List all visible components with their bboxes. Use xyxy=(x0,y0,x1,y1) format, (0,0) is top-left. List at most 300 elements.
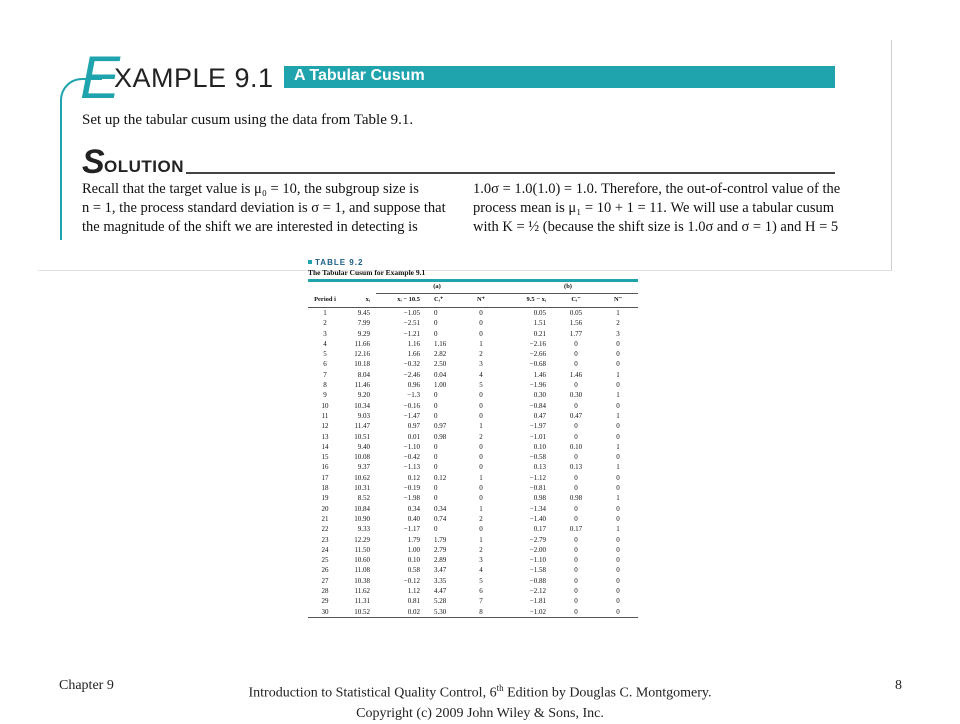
table-row xyxy=(308,607,638,618)
table-cell: 10.90 xyxy=(354,514,370,523)
table-cell: 0 xyxy=(574,514,578,523)
table-cell: −0.42 xyxy=(403,453,420,462)
table-cell: 0 xyxy=(479,319,483,328)
table-cell: 5 xyxy=(323,350,327,359)
table-row xyxy=(308,565,638,575)
table-cell: −0.16 xyxy=(403,401,420,410)
table-cell: 10.18 xyxy=(354,360,370,369)
table-cell: 1.66 xyxy=(407,350,420,359)
table-cell: 0 xyxy=(434,309,438,317)
column-header: xᵢ xyxy=(342,294,376,308)
table-row xyxy=(308,370,638,380)
table-cell: 0 xyxy=(479,401,483,410)
table-body xyxy=(308,308,638,618)
column-header: Cᵢ⁻ xyxy=(554,294,598,308)
table-cell: 11.50 xyxy=(354,545,370,554)
table-cell: −2.66 xyxy=(529,350,546,359)
table-row xyxy=(308,493,638,503)
column-header: N⁻ xyxy=(598,294,638,308)
group-a-label: (a) xyxy=(376,282,498,294)
table-row xyxy=(308,504,638,514)
table-cell: 4 xyxy=(323,339,327,348)
table-cell: 1.77 xyxy=(569,329,583,338)
table-cell: 5 xyxy=(479,381,483,390)
solution-rule xyxy=(186,172,835,174)
table-cell: 1.46 xyxy=(533,370,546,379)
table-cell: 1 xyxy=(616,370,620,379)
table-cell: 9.37 xyxy=(357,463,370,472)
table-cell: 0 xyxy=(616,566,620,575)
table-cell: 1 xyxy=(616,411,620,420)
table-cell: 0 xyxy=(434,484,438,493)
solution-line: process mean is μ₁ = 10 + 1 = 11. We will use a tabular cusum xyxy=(473,200,835,216)
column-header: N⁺ xyxy=(464,294,498,308)
table-row xyxy=(308,586,638,596)
table-cell: 0 xyxy=(616,545,620,554)
table-cell: 0 xyxy=(616,473,620,482)
table-cell: 0 xyxy=(479,453,483,462)
table-row xyxy=(308,555,638,565)
table-cell: 12.29 xyxy=(354,535,370,544)
table-cell: 0.13 xyxy=(533,463,546,472)
table-row xyxy=(308,401,638,411)
table-cell: 0 xyxy=(434,525,438,534)
table-cell: 0.04 xyxy=(434,370,447,379)
table-cell: 0.30 xyxy=(533,391,546,400)
table-cell: 0.40 xyxy=(407,514,420,523)
table-cell: 0 xyxy=(574,545,578,554)
table-cell: 9.40 xyxy=(357,442,370,451)
table-cell: 0 xyxy=(434,391,438,400)
table-cell: 0.02 xyxy=(376,607,428,618)
table-row xyxy=(308,349,638,359)
table-cell: 15 xyxy=(321,453,329,462)
table-cell: 1.12 xyxy=(407,587,420,596)
table-cell: 1.00 xyxy=(407,545,420,554)
table-caption: The Tabular Cusum for Example 9.1 xyxy=(308,268,426,277)
table-cell: 0.96 xyxy=(407,381,420,390)
table-cell: 4 xyxy=(479,370,483,379)
table-cell: −2.16 xyxy=(529,339,546,348)
table-cell: −1.47 xyxy=(403,411,420,420)
table-cell: 0 xyxy=(616,432,620,441)
table-cell: 0 xyxy=(616,556,620,565)
table-cell: −2.51 xyxy=(403,319,420,328)
table-cell: 0.58 xyxy=(407,566,420,575)
table-cell: 11.47 xyxy=(354,422,370,431)
table-cell: 0 xyxy=(434,319,438,328)
table-cell: −1.58 xyxy=(529,566,546,575)
table-row xyxy=(308,514,638,524)
table-cell: 2 xyxy=(479,432,483,441)
footer-citation xyxy=(0,678,960,724)
column-header: 9.5 − xᵢ xyxy=(498,294,554,308)
table-cell: −2.00 xyxy=(529,545,546,554)
table-cell: 0 xyxy=(574,576,578,585)
table-cell: 0 xyxy=(574,587,578,596)
table-cell: 1 xyxy=(479,473,483,482)
table-cell: 0.10 xyxy=(407,556,420,565)
footer-chapter: Chapter 9 xyxy=(59,678,114,693)
table-cell: 13 xyxy=(321,432,329,441)
table-cell: 10.51 xyxy=(354,432,370,441)
table-cell: 0 xyxy=(616,453,620,462)
table-cell: 0 xyxy=(434,453,438,462)
table-cell: 0 xyxy=(574,535,578,544)
solution-text-right xyxy=(473,180,841,237)
table-cell: 16 xyxy=(321,463,329,472)
table-cell: 0 xyxy=(479,411,483,420)
table-cell: −0.88 xyxy=(529,576,546,585)
table-cell: 0 xyxy=(616,422,620,431)
table-row xyxy=(308,308,638,319)
table-cell: 3.35 xyxy=(434,576,447,585)
table-cell: 1 xyxy=(616,309,620,317)
table-row xyxy=(308,452,638,462)
example-title: A Tabular Cusum xyxy=(294,67,425,84)
table-cell: 0 xyxy=(574,422,578,431)
table-cell: 0.13 xyxy=(569,463,583,472)
table-cell: 6 xyxy=(479,587,483,596)
table-cell: 11.62 xyxy=(354,587,370,596)
table-cell: 0.17 xyxy=(533,525,546,534)
footer-copyright: Copyright (c) 2009 John Wiley & Sons, Inc. xyxy=(356,705,604,721)
table-cell: 1.16 xyxy=(434,339,447,348)
cusum-table xyxy=(308,282,638,618)
table-cell: −1.01 xyxy=(529,432,546,441)
table-cell: 0 xyxy=(574,484,578,493)
table-row xyxy=(308,524,638,534)
table-cell: 0 xyxy=(574,566,578,575)
table-cell: 11.08 xyxy=(354,566,370,575)
table-cell: 27 xyxy=(321,576,329,585)
table-cell: 0 xyxy=(598,607,638,618)
table-row xyxy=(308,596,638,606)
table-cell: 10 xyxy=(321,401,329,410)
solution-text-left xyxy=(82,180,446,237)
table-cell: −1.02 xyxy=(498,607,554,618)
table-cell: −1.98 xyxy=(403,494,420,503)
solution-line: Recall that the target value is μ₀ = 10, the subgroup size is xyxy=(82,181,419,197)
solution-line: with K = ½ (because the shift size is 1.0σ and σ = 1) and H = 5 xyxy=(473,219,839,235)
table-cell: 29 xyxy=(321,597,329,606)
table-cell: 0.81 xyxy=(407,597,420,606)
table-cell: 2.89 xyxy=(434,556,447,565)
table-row xyxy=(308,390,638,400)
table-cell: −1.81 xyxy=(529,597,546,606)
example-initial: E xyxy=(80,44,121,111)
table-cell: 1 xyxy=(323,309,327,317)
table-row xyxy=(308,432,638,442)
table-cell: −1.21 xyxy=(403,329,420,338)
table-cell: 4 xyxy=(479,566,483,575)
table-cell: 1.79 xyxy=(434,535,447,544)
table-cell: 5.28 xyxy=(434,597,447,606)
table-cell: 4.47 xyxy=(434,587,447,596)
table-cell: 0 xyxy=(616,381,620,390)
table-cell: 12.16 xyxy=(354,350,370,359)
column-header: Cᵢ⁺ xyxy=(428,294,464,308)
table-cell: 8 xyxy=(323,381,327,390)
table-cell: 10.31 xyxy=(354,484,370,493)
table-cell: 0 xyxy=(616,514,620,523)
table-cell: 20 xyxy=(321,504,329,513)
table-cell: 3 xyxy=(479,360,483,369)
table-cell: −1.12 xyxy=(529,473,546,482)
table-cell: 3 xyxy=(616,329,620,338)
table-cell: 3.47 xyxy=(434,566,447,575)
table-cell: 1.51 xyxy=(533,319,546,328)
table-cell: 0 xyxy=(574,556,578,565)
table-cell: 0.05 xyxy=(569,309,583,317)
table-cell: 2 xyxy=(616,319,620,328)
table-cell: 1 xyxy=(616,525,620,534)
table-row xyxy=(308,545,638,555)
table-cell: 10.38 xyxy=(354,576,370,585)
table-cell: −2.79 xyxy=(529,535,546,544)
table-cell: 1.56 xyxy=(569,319,583,328)
table-cell: 11.46 xyxy=(354,381,370,390)
table-cell: 0 xyxy=(574,350,578,359)
table-cell: 2 xyxy=(479,545,483,554)
table-cell: 0 xyxy=(554,607,598,618)
table-cell: 0.98 xyxy=(569,494,583,503)
table-cell: −0.32 xyxy=(403,360,420,369)
table-cell: 10.52 xyxy=(342,607,376,618)
table-cell: 0.21 xyxy=(533,329,546,338)
table-cell: 1 xyxy=(479,422,483,431)
table-cell: 0 xyxy=(574,401,578,410)
table-cell: −1.96 xyxy=(529,381,546,390)
table-cell: 0 xyxy=(479,525,483,534)
table-cell: 1 xyxy=(616,391,620,400)
table-bullet-icon xyxy=(308,260,312,264)
table-cell: −1.10 xyxy=(529,556,546,565)
example-task: Set up the tabular cusum using the data from Table 9.1. xyxy=(82,112,414,128)
footer-page-number: 8 xyxy=(895,678,902,693)
table-cell: 0.98 xyxy=(533,494,546,503)
table-cell: 0.12 xyxy=(407,473,420,482)
table-cell: −1.3 xyxy=(407,391,420,400)
table-cell: 8.04 xyxy=(357,370,370,379)
table-cell: 0 xyxy=(616,401,620,410)
table-row xyxy=(308,411,638,421)
table-cell: 2 xyxy=(479,350,483,359)
table-cell: 0.17 xyxy=(569,525,583,534)
footer-citation-line1 xyxy=(0,678,960,704)
table-cell: 0.10 xyxy=(569,442,583,451)
table-row xyxy=(308,318,638,328)
table-row xyxy=(308,380,638,390)
table-cell: 11 xyxy=(321,411,329,420)
table-cell: −0.58 xyxy=(529,453,546,462)
table-group-row xyxy=(308,282,638,294)
table-row xyxy=(308,442,638,452)
table-cell: 0 xyxy=(616,350,620,359)
table-row xyxy=(308,483,638,493)
table-row xyxy=(308,359,638,369)
table-cell: 9.20 xyxy=(357,391,370,400)
table-cell: −2.46 xyxy=(403,370,420,379)
table-cell: 0 xyxy=(616,535,620,544)
table-cell: 0 xyxy=(616,339,620,348)
solution-line: 1.0σ = 1.0(1.0) = 1.0. Therefore, the out-of-control value of the xyxy=(473,181,841,197)
table-cell: −0.84 xyxy=(529,401,546,410)
table-cell: 10.60 xyxy=(354,556,370,565)
table-cell: 0 xyxy=(434,463,438,472)
table-cell: 0 xyxy=(574,504,578,513)
table-row xyxy=(308,421,638,431)
table-cell: 14 xyxy=(321,442,329,451)
table-cell: 10.62 xyxy=(354,473,370,482)
table-cell: −2.12 xyxy=(529,587,546,596)
table-cell: 0.34 xyxy=(434,504,447,513)
table-cell: −0.19 xyxy=(403,484,420,493)
table-cell: 8 xyxy=(464,607,498,618)
table-cell: 1.00 xyxy=(434,381,447,390)
table-cell: 5.30 xyxy=(428,607,464,618)
table-cell: 11.66 xyxy=(354,339,370,348)
table-cell: 2.79 xyxy=(434,545,447,554)
table-cell: 9.33 xyxy=(357,525,370,534)
table-cell: 2.82 xyxy=(434,350,447,359)
solution-line: the magnitude of the shift we are interested in detecting is xyxy=(82,219,418,235)
citation-edition-suffix: th xyxy=(496,683,504,693)
table-cell: 0 xyxy=(434,494,438,503)
table-cell: 0.47 xyxy=(533,411,546,420)
table-row xyxy=(308,339,638,349)
table-cell: −1.34 xyxy=(529,504,546,513)
table-cell: 10.08 xyxy=(354,453,370,462)
table-cell: 0.34 xyxy=(407,504,420,513)
table-cell: 0.12 xyxy=(434,473,447,482)
table-cell: 0.97 xyxy=(434,422,447,431)
table-cell: 9.29 xyxy=(357,329,370,338)
table-cell: 0 xyxy=(616,576,620,585)
table-cell: −0.12 xyxy=(403,576,420,585)
table-cell: 0 xyxy=(479,329,483,338)
table-cell: 1.79 xyxy=(407,535,420,544)
table-cell: 0 xyxy=(574,597,578,606)
table-cell: −0.68 xyxy=(529,360,546,369)
table-cell: 0 xyxy=(574,339,578,348)
table-cell: 7 xyxy=(479,597,483,606)
table-cell: 1 xyxy=(616,494,620,503)
table-cell: 0 xyxy=(574,432,578,441)
table-cell: 12 xyxy=(321,422,329,431)
table-cell: 1 xyxy=(479,535,483,544)
table-cell: 7 xyxy=(323,370,327,379)
table-cell: 0.98 xyxy=(434,432,447,441)
table-cell: 0 xyxy=(616,504,620,513)
table-cell: 5 xyxy=(479,576,483,585)
table-cell: 0.47 xyxy=(569,411,583,420)
table-cell: 0.01 xyxy=(407,432,420,441)
citation-author: Edition by Douglas C. Montgomery. xyxy=(503,685,712,701)
table-cell: 0 xyxy=(479,309,483,317)
table-row xyxy=(308,473,638,483)
table-cell: 30 xyxy=(308,607,342,618)
table-cell: 0 xyxy=(434,329,438,338)
table-cell: 1 xyxy=(479,504,483,513)
table-cell: 8.52 xyxy=(357,494,370,503)
table-cell: −1.17 xyxy=(403,525,420,534)
example-panel xyxy=(38,40,892,271)
table-cell: 7.99 xyxy=(357,319,370,328)
table-cell: 10.34 xyxy=(354,401,370,410)
table-cell: 0.30 xyxy=(569,391,583,400)
table-cell: 0 xyxy=(574,453,578,462)
table-label-text: TABLE 9.2 xyxy=(315,258,364,267)
table-cell: 21 xyxy=(321,514,329,523)
table-cell: 0 xyxy=(574,381,578,390)
table-row xyxy=(308,535,638,545)
table-cell: 25 xyxy=(321,556,329,565)
table-cell: 1 xyxy=(479,339,483,348)
table-header-row xyxy=(308,294,638,308)
table-cell: 19 xyxy=(321,494,329,503)
table-cell: 9.45 xyxy=(357,309,370,317)
table-cell: 0 xyxy=(434,401,438,410)
table-cell: 0 xyxy=(574,360,578,369)
table-cell: 23 xyxy=(321,535,329,544)
cusum-table-figure xyxy=(308,258,638,636)
table-cell: 10.84 xyxy=(354,504,370,513)
table-cell: 0 xyxy=(479,463,483,472)
table-row xyxy=(308,462,638,472)
table-cell: 6 xyxy=(323,360,327,369)
column-header: Period i xyxy=(308,294,342,308)
table-label xyxy=(308,258,638,268)
solution-heading: OLUTION xyxy=(104,157,184,176)
column-header: xᵢ − 10.5 xyxy=(376,294,428,308)
table-cell: 0.10 xyxy=(533,442,546,451)
table-cell: 9.03 xyxy=(357,411,370,420)
table-cell: 1 xyxy=(616,442,620,451)
table-cell: 0 xyxy=(479,391,483,400)
table-cell: −0.81 xyxy=(529,484,546,493)
table-cell: 1.46 xyxy=(569,370,583,379)
table-cell: 0 xyxy=(434,442,438,451)
citation-title: Introduction to Statistical Quality Control, 6 xyxy=(248,685,497,701)
table-cell: 0 xyxy=(479,484,483,493)
group-b-label: (b) xyxy=(498,282,638,294)
table-cell: 1.16 xyxy=(407,339,420,348)
table-cell: 2 xyxy=(323,319,327,328)
table-cell: 9 xyxy=(323,391,327,400)
solution-line: n = 1, the process standard deviation is σ = 1, and suppose that xyxy=(82,200,446,216)
table-cell: 3 xyxy=(323,329,327,338)
table-cell: 0 xyxy=(479,442,483,451)
table-cell: 26 xyxy=(321,566,329,575)
table-cell: −1.40 xyxy=(529,514,546,523)
table-cell: 0 xyxy=(479,494,483,503)
table-cell: 0 xyxy=(434,411,438,420)
table-cell: −1.13 xyxy=(403,463,420,472)
table-cell: 2 xyxy=(479,514,483,523)
table-cell: 28 xyxy=(321,587,329,596)
table-cell: 0 xyxy=(616,597,620,606)
table-cell: 1 xyxy=(616,463,620,472)
table-cell: 18 xyxy=(321,484,329,493)
table-cell: −1.97 xyxy=(529,422,546,431)
table-cell: 0 xyxy=(616,360,620,369)
table-cell: 0.97 xyxy=(407,422,420,431)
table-cell: 24 xyxy=(321,545,329,554)
table-cell: 0.05 xyxy=(533,309,546,317)
table-cell: −1.05 xyxy=(403,309,420,317)
table-cell: 0 xyxy=(616,484,620,493)
